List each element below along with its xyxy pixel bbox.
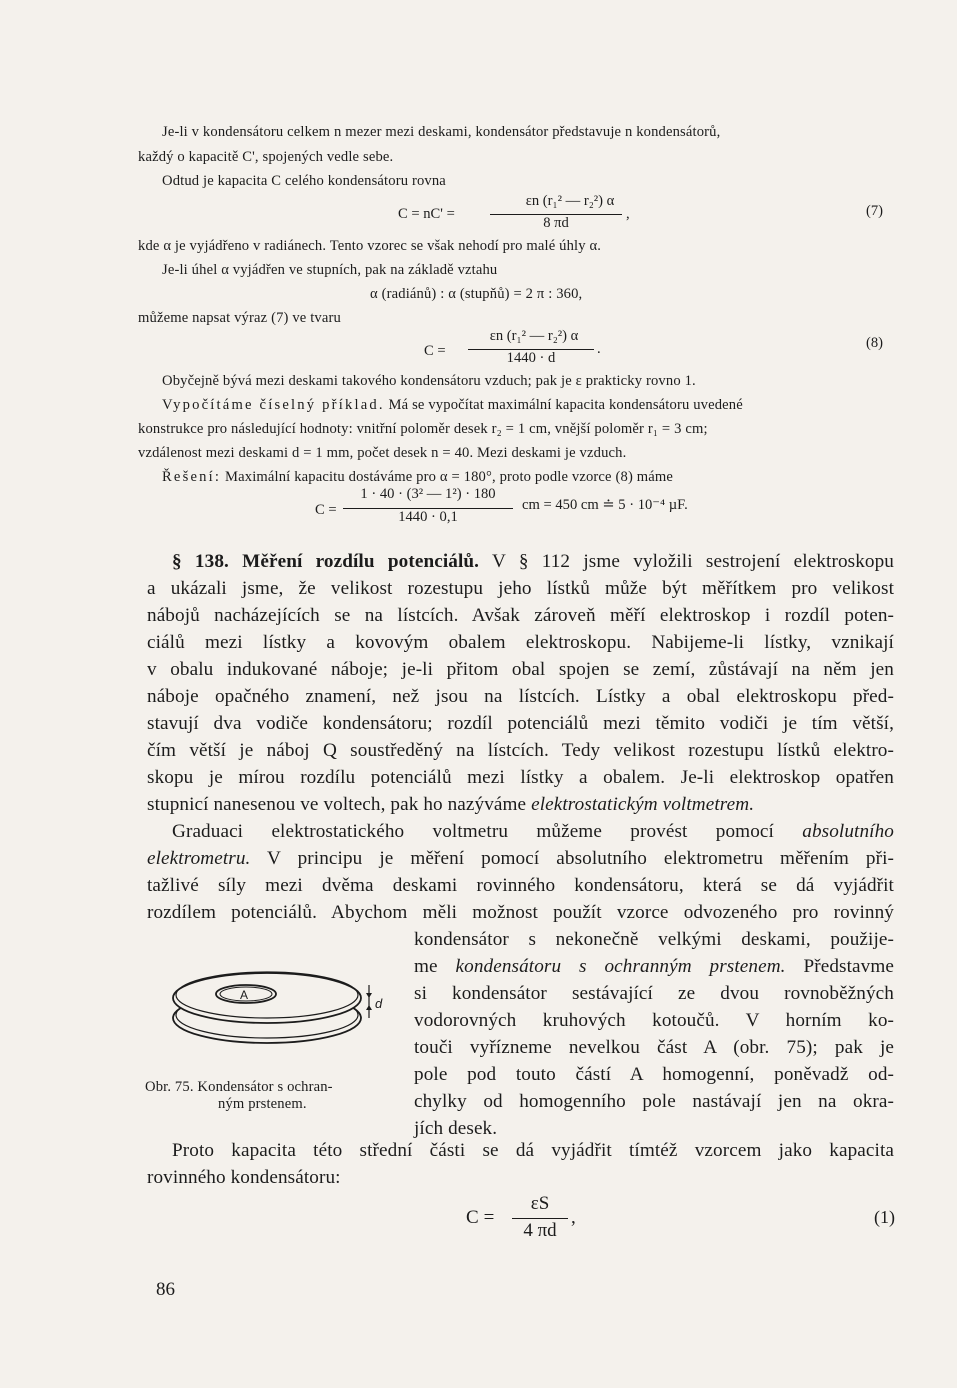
eq8-denominator: 1440 · d — [506, 350, 556, 366]
text-span: V principu je měření pomocí absolutního elektrometru měřením při- — [267, 848, 894, 869]
eq7-numerator: εn (r₁² — r₂²) α — [525, 193, 615, 209]
figure-caption: ným prstenem. — [218, 1096, 307, 1112]
text-line — [172, 821, 894, 843]
figure-caption: Obr. 75. Kondensátor s ochran- — [145, 1079, 333, 1095]
text-line — [162, 397, 743, 414]
text-line — [172, 551, 894, 573]
text-span: Představme — [803, 956, 894, 977]
text-span: Maximální kapacitu dostáváme pro α = 180°, proto podle vzorce (8) máme — [225, 469, 674, 485]
text-line: rovinného kondensátoru: — [147, 1167, 341, 1188]
text-span: V § 112 jsme vyložili sestrojení elektroskopu — [491, 551, 894, 572]
figure-75-guard-ring-capacitor — [160, 960, 400, 1080]
example-lhs: C = — [315, 502, 337, 518]
text-line: tažlivé síly mezi dvěma deskami rovinného kondensátoru, která se dá vyjádřit — [147, 875, 894, 896]
arrow-head-up — [366, 1005, 372, 1010]
eq1-fraction-bar — [512, 1218, 568, 1219]
text-line: konstrukce pro následující hodnoty: vnitřní poloměr desek r₂ = 1 cm, vnější poloměr r₁ = 3 cm; — [138, 421, 708, 437]
text-line: rozdílem potenciálů. Abychom měli možnost použít vzorce odvozeného pro rovinný — [147, 902, 894, 923]
text-span: stupnicí nanesenou ve voltech, pak ho nazýváme — [147, 794, 527, 815]
emphasis-italic: elektrometru. — [147, 848, 251, 869]
text-line: jích desek. — [414, 1118, 498, 1139]
text-line — [162, 469, 673, 486]
text-line: náboje opačného znamení, než jsou na lístcích. Lístky a obal elektroskopu před- — [147, 686, 894, 707]
text-line — [147, 794, 754, 816]
eq7-denominator: 8 πd — [543, 215, 569, 231]
text-line: chylky od homogenního pole nastávají jen na okra- — [414, 1091, 894, 1112]
text-line: α (radiánů) : α (stupňů) = 2 π : 360, — [370, 286, 583, 302]
text-line: nábojů nacházejících se na lístcích. Avšak zároveň měří elektroskop i rozdíl poten- — [147, 605, 894, 626]
eq8-period: . — [597, 341, 601, 357]
text-span: Má se vypočítat maximální kapacita kondensátoru uvedené — [388, 397, 743, 413]
example-numerator: 1 · 40 · (3² — 1²) · 180 — [360, 486, 496, 502]
page-number: 86 — [156, 1279, 175, 1300]
figure-label-a: A — [240, 988, 249, 1002]
text-line: můžeme napsat výraz (7) ve tvaru — [138, 310, 341, 326]
text-line: stavují dva vodiče kondensátoru; rozdíl potenciálů mezi těmito vodiči je tím větší, — [147, 713, 894, 734]
text-line: ciálů mezi lístky a kovovým obalem elektroskopu. Nabijeme-li lístky, vznikají — [147, 632, 894, 653]
text-span: Graduaci elektrostatického voltmetru můžeme provést pomocí — [172, 821, 774, 842]
text-line: touči vyřízneme nevelkou část A (obr. 75); pak je — [414, 1037, 894, 1058]
eq1-numerator: εS — [530, 1193, 550, 1214]
eq8-lhs: C = — [424, 343, 446, 359]
emphasis-spaced: Vypočítáme číselný příklad. — [162, 397, 385, 413]
text-line: v obalu indukované náboje; je-li přitom obal spojen se zemí, zůstávají na něm jen — [147, 659, 894, 680]
text-span: me — [414, 956, 438, 977]
figure-label-d: d — [375, 996, 383, 1011]
text-line: kondensátor s nekonečně velkými deskami, použije- — [414, 929, 894, 950]
text-line: vzdálenost mezi deskami d = 1 mm, počet desek n = 40. Mezi deskami je vzduch. — [138, 445, 627, 461]
eq1-number: (1) — [874, 1207, 895, 1227]
section-heading: § 138. Měření rozdílu potenciálů. — [172, 551, 480, 572]
eq7-lhs: C = nC' = — [398, 206, 455, 222]
text-line: pole pod touto částí A homogenní, poněvadž od- — [414, 1064, 894, 1085]
emphasis-italic: absolutního — [802, 821, 894, 842]
eq1-denominator: 4 πd — [523, 1220, 557, 1241]
text-line — [414, 956, 894, 978]
text-line: Je-li v kondensátoru celkem n mezer mezi deskami, kondensátor představuje n kondensátorů, — [162, 124, 721, 140]
text-line: si kondensátor sestávající ze dvou rovnoběžných — [414, 983, 894, 1004]
text-line: Proto kapacita této střední části se dá vyjádřit tímtéž vzorcem jako kapacita — [172, 1140, 894, 1161]
eq1-lhs: C = — [466, 1207, 495, 1228]
text-line: Je-li úhel α vyjádřen ve stupních, pak na základě vztahu — [162, 262, 498, 278]
example-denominator: 1440 · 0,1 — [398, 509, 458, 525]
text-line: skopu je mírou rozdílu potenciálů mezi lístky a obalem. Je-li elektroskop opatřen — [147, 767, 894, 788]
text-line: Odtud je kapacita C celého kondensátoru rovna — [162, 173, 446, 189]
emphasis-spaced: Řešení: — [162, 469, 222, 485]
text-line — [147, 848, 894, 870]
text-line: každý o kapacitě C', spojených vedle sebe. — [138, 149, 394, 165]
emphasis-italic: elektrostatickým voltmetrem. — [531, 794, 755, 815]
text-line: Obyčejně bývá mezi deskami takového kondensátoru vzduch; pak je ε prakticky rovno 1. — [162, 373, 696, 389]
eq7-comma: , — [626, 206, 630, 222]
text-line: vodorovných kruhových kotoučů. V horním ko- — [414, 1010, 894, 1031]
eq8-number: (8) — [866, 335, 884, 351]
arrow-head-down — [366, 993, 372, 998]
text-line: čím větší je náboj Q soustředěný na lístcích. Tedy velikost rozestupu lístků elektro- — [147, 740, 894, 761]
text-line: kde α je vyjádřeno v radiánech. Tento vzorec se však nehodí pro malé úhly α. — [138, 238, 602, 254]
eq8-numerator: εn (r₁² — r₂²) α — [489, 328, 579, 344]
eq1-comma: , — [571, 1207, 576, 1228]
eq7-number: (7) — [866, 203, 884, 219]
text-line: a ukázali jsme, že velikost rozestupu jeho lístků může být měřítkem pro velikost — [147, 578, 894, 599]
emphasis-italic: kondensátoru s ochranným prstenem. — [455, 956, 786, 977]
example-result: cm = 450 cm ≐ 5 · 10⁻⁴ µF. — [522, 497, 688, 513]
